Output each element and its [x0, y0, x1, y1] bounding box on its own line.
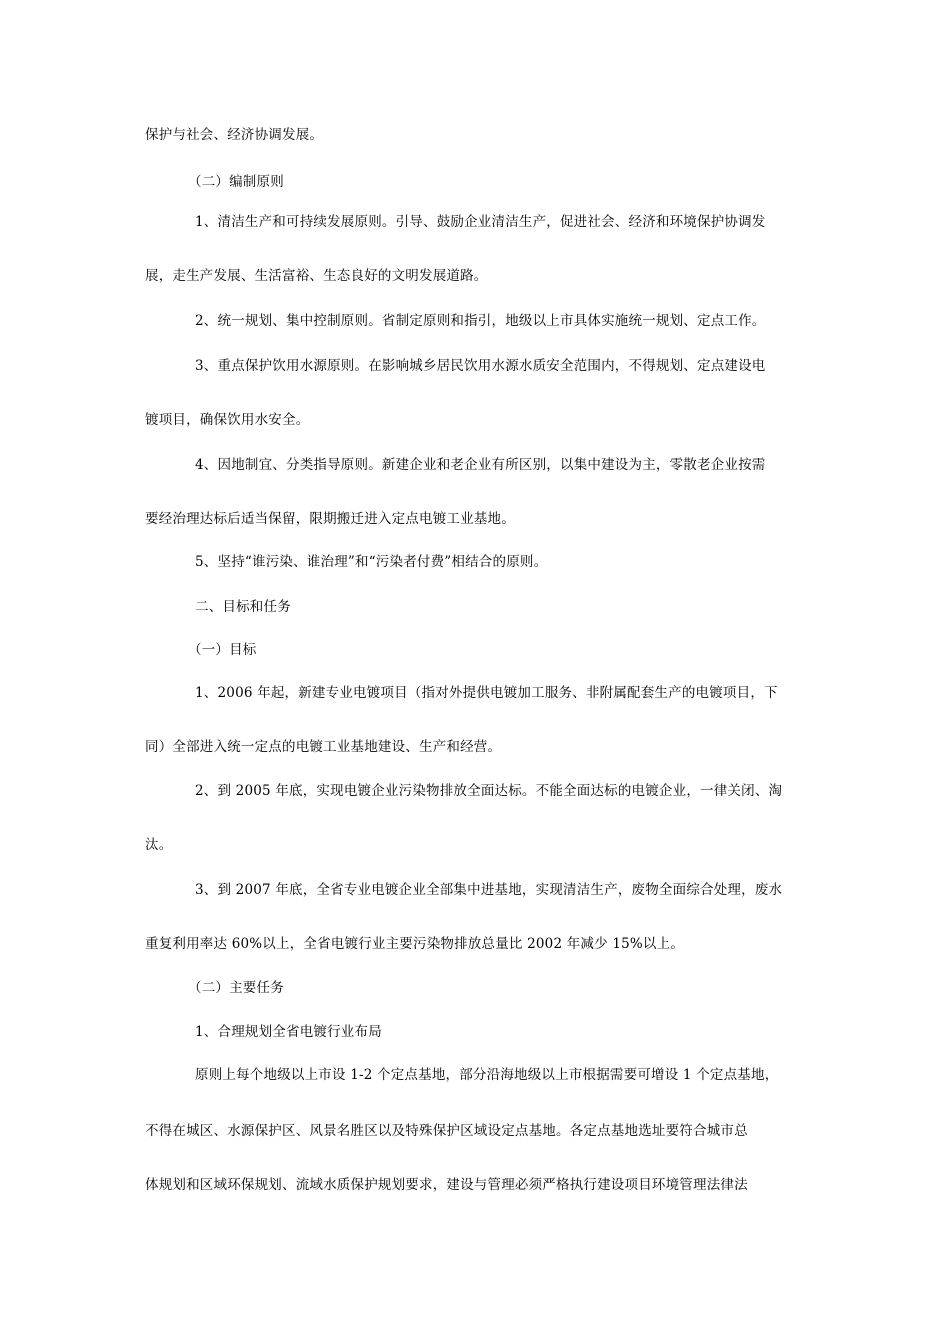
- paragraph-line: 汰。: [145, 837, 173, 853]
- paragraph-line: 3、到 2007 年底，全省专业电镀企业全部集中进基地，实现清洁生产，废物全面综合处理，废水: [195, 882, 783, 898]
- section-heading: 1、合理规划全省电镀行业布局: [195, 1024, 382, 1040]
- paragraph-line: 同）全部进入统一定点的电镀工业基地建设、生产和经营。: [145, 739, 502, 755]
- section-heading: （二）编制原则: [188, 174, 284, 190]
- paragraph-line: 不得在城区、水源保护区、风景名胜区以及特殊保护区域设定点基地。各定点基地选址要符合城市总: [145, 1123, 748, 1139]
- section-heading: （一）目标: [188, 642, 257, 658]
- paragraph-line: 1、清洁生产和可持续发展原则。引导、鼓励企业清洁生产，促进社会、经济和环境保护协调发: [195, 214, 766, 230]
- section-heading: 二、目标和任务: [195, 599, 291, 615]
- paragraph-line: 要经治理达标后适当保留，限期搬迁进入定点电镀工业基地。: [145, 511, 515, 527]
- paragraph-line: 体规划和区域环保规划、流域水质保护规划要求，建设与管理必须严格执行建设项目环境管理法律法: [145, 1177, 748, 1193]
- paragraph-line: 保护与社会、经济协调发展。: [145, 127, 324, 143]
- paragraph-line: 原则上每个地级以上市设 1-2 个定点基地，部分沿海地级以上市根据需要可增设 1 个定点基地，: [195, 1067, 779, 1083]
- paragraph-line: 4、因地制宜、分类指导原则。新建企业和老企业有所区别，以集中建设为主，零散老企业按需: [195, 457, 766, 473]
- paragraph-line: 3、重点保护饮用水源原则。在影响城乡居民饮用水源水质安全范围内，不得规划、定点建设电: [195, 358, 766, 374]
- section-heading: （二）主要任务: [188, 980, 284, 996]
- paragraph-line: 5、坚持“谁污染、谁治理”和“污染者付费”相结合的原则。: [195, 554, 548, 570]
- paragraph-line: 镀项目，确保饮用水安全。: [145, 412, 310, 428]
- paragraph-line: 重复利用率达 60%以上，全省电镀行业主要污染物排放总量比 2002 年减少 15%以上。: [145, 936, 685, 952]
- paragraph-line: 2、到 2005 年底，实现电镀企业污染物排放全面达标。不能全面达标的电镀企业，一律关闭、淘: [195, 783, 783, 799]
- paragraph-line: 1、2006 年起，新建专业电镀项目（指对外提供电镀加工服务、非附属配套生产的电镀项目，下: [195, 685, 778, 701]
- paragraph-line: 展，走生产发展、生活富裕、生态良好的文明发展道路。: [145, 268, 488, 284]
- paragraph-line: 2、统一规划、集中控制原则。省制定原则和指引，地级以上市具体实施统一规划、定点工作。: [195, 313, 766, 329]
